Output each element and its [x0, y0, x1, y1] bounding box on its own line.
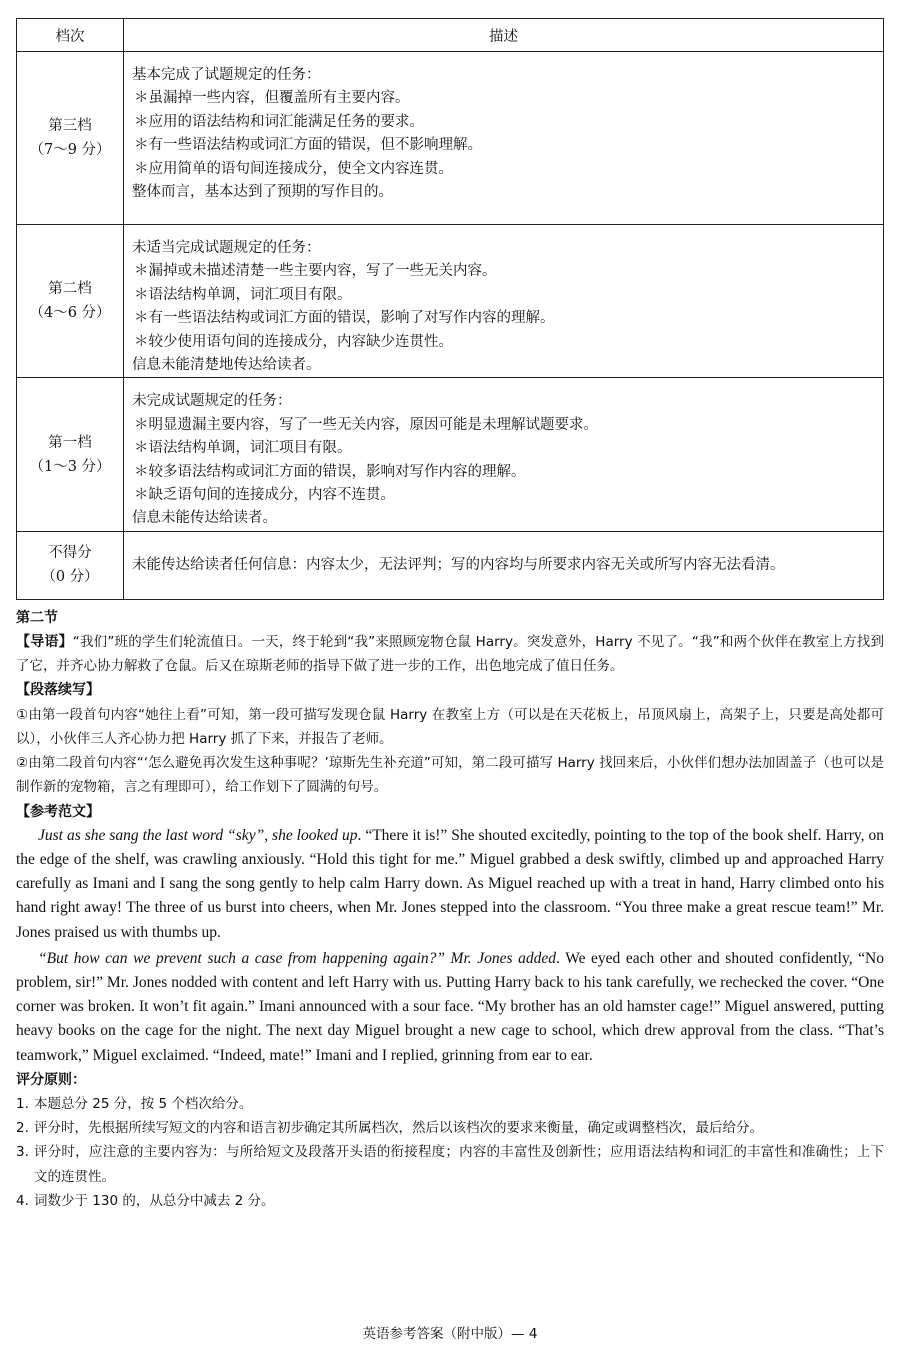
desc-line: ＊有一些语法结构或词汇方面的错误，但不影响理解。 [134, 137, 482, 154]
desc-line: ＊有一些语法结构或词汇方面的错误，影响了对写作内容的理解。 [134, 310, 555, 327]
desc-line: ＊较少使用语句间的连接成分，内容缺少连贯性。 [134, 333, 453, 350]
description-cell [124, 378, 884, 531]
description-cell [124, 52, 884, 225]
section-two [16, 606, 884, 1213]
level-range: （7～9 分） [29, 142, 111, 158]
desc-line: ＊虽漏掉一些内容，但覆盖所有主要内容。 [134, 90, 410, 107]
header-level: 档次 [17, 19, 124, 52]
page-content [16, 18, 884, 1213]
rules-label: 评分原则： [16, 1071, 86, 1088]
level-name: 第二档 [48, 281, 92, 298]
level-range: （4～6 分） [29, 305, 111, 322]
continue-item: ②由第二段首句内容“‘怎么避免再次发生这种事呢？’琼斯先生补充道”可知，第二段可描写 Harry 找回来后，小伙伴们想办法加固盖子（也可以是制作新的宠物箱，言之有理即可），给工作划下了圆满的句号。 [16, 755, 884, 796]
rule-number: 2. [16, 1120, 29, 1137]
rule-text: 评分时，先根据所续写短文的内容和语言初步确定其所属档次，然后以该档次的要求来衡量，确定或调整档次，最后给分。 [34, 1120, 763, 1137]
essay-lead: Just as she sang the last word “sky”, she looked up [38, 826, 358, 844]
table-row [17, 225, 884, 378]
guide-text: “我们”班的学生们轮流值日。一天，终于轮到“我”来照顾宠物仓鼠 Harry。突发意外，Harry 不见了。“我”和两个伙伴在教室上方找到了它，并齐心协力解救了仓鼠。后又在琼斯老师的指导下做了进一步的工作，出色地完成了值日任务。 [16, 634, 885, 675]
level-cell [17, 225, 124, 378]
level-range: （0 分） [41, 569, 99, 586]
description-cell [124, 531, 884, 599]
desc-line: 未完成试题规定的任务： [132, 393, 292, 410]
table-row [17, 531, 884, 599]
essay-paragraph [16, 947, 884, 1068]
essay-lead: “But how can we prevent such a case from happening again?” Mr. Jones added [38, 949, 556, 967]
desc-line: 基本完成了试题规定的任务： [132, 67, 321, 83]
desc-line: ＊明显遗漏主要内容，写了一些无关内容，原因可能是未理解试题要求。 [134, 416, 598, 433]
essay-text: . “There it is!” She shouted excitedly, pointing to the top of the book shelf. Harry, on the edge of the shelf, was crawling anxiously. “Hold this tight for me.” Miguel grabbed a desk swiftly, climbed up and approached Harry carefully as Imani and I sang the song gently to help calm Harry down. As Miguel reached up with a treat in hand, Harry climbed onto his hand right away! The three of us burst into cheers, when Mr. Jones stepped into the classroom. “You three make a great rescue team!” Mr. Jones praised us with thumbs up. [16, 826, 884, 941]
rule-text: 词数少于 130 的，从总分中减去 2 分。 [34, 1192, 275, 1209]
rules-list [16, 1092, 884, 1213]
level-cell [17, 378, 124, 531]
page-footer: 英语参考答案（附中版）— 4 [362, 1326, 538, 1342]
desc-line: 整体而言，基本达到了预期的写作目的。 [132, 184, 393, 201]
continue-label: 【段落续写】 [16, 682, 100, 699]
essay-text: . We eyed each other and shouted confidently, “No problem, sir!” Mr. Jones nodded with content and left Harry with us. Putting Harry back to his tank carefully, we rechecked the cover. “One corner was broken. It won’t fit again.” Imani announced with a sour face. “My brother has an old hamster cage!” Miguel answered, putting heavy books on the cage for the night. The next day Miguel brought a new cage to school, which drew approval from the class. “That’s teamwork,” Miguel exclaimed. “Indeed, mate!” Imani and I replied, grinning from ear to ear. [16, 949, 884, 1064]
level-range: （1～3 分） [29, 458, 111, 475]
section-title: 第二节 [16, 609, 58, 626]
rule-number: 4. [16, 1192, 29, 1209]
table-row [17, 378, 884, 531]
desc-line: ＊漏掉或未描述清楚一些主要内容，写了一些无关内容。 [134, 263, 497, 280]
level-cell [17, 52, 124, 225]
list-item [16, 1140, 884, 1188]
desc-line: 信息未能传达给读者。 [132, 510, 277, 527]
table-header-row [17, 19, 884, 52]
desc-line: 未适当完成试题规定的任务： [132, 240, 321, 256]
desc-line: ＊语法结构单调，词汇项目有限。 [134, 286, 352, 303]
desc-line: ＊语法结构单调，词汇项目有限。 [134, 440, 352, 457]
desc-line: ＊缺乏语句间的连接成分，内容不连贯。 [134, 487, 395, 504]
desc-line: ＊应用简单的语句间连接成分，使全文内容连贯。 [134, 160, 453, 177]
continue-item: ①由第一段首句内容“她往上看”可知，第一段可描写发现仓鼠 Harry 在教室上方（可以是在天花板上，吊顶风扇上，高架子上，只要是高处都可以），小伙伴三人齐心协力把 Harry 抓了下来，并报告了老师。 [16, 706, 884, 747]
level-name: 第一档 [48, 434, 92, 451]
sample-essay [16, 824, 884, 1068]
list-item [16, 1189, 884, 1213]
table-row [17, 52, 884, 225]
rule-text: 评分时，应注意的主要内容为：与所给短文及段落开头语的衔接程度；内容的丰富性及创新性；应用语法结构和词汇的丰富性和准确性；上下文的连贯性。 [34, 1144, 884, 1185]
grading-table [16, 18, 884, 600]
desc-line: ＊应用的语法结构和词汇能满足任务的要求。 [134, 113, 424, 130]
desc-line: 未能传达给读者任何信息：内容太少，无法评判；写的内容均与所要求内容无关或所写内容无法看清。 [132, 556, 785, 573]
rule-text: 本题总分 25 分，按 5 个档次给分。 [34, 1095, 253, 1112]
desc-line: 信息未能清楚地传达给读者。 [132, 357, 321, 374]
list-item [16, 1092, 884, 1116]
essay-paragraph [16, 824, 884, 945]
desc-line: ＊较多语法结构或词汇方面的错误，影响对写作内容的理解。 [134, 463, 526, 480]
guide-label: 【导语】 [16, 634, 73, 651]
guide-paragraph [16, 630, 884, 678]
rule-number: 3. [16, 1144, 29, 1161]
level-name: 第三档 [48, 118, 92, 134]
level-name: 不得分 [48, 545, 92, 562]
sample-label: 【参考范文】 [16, 803, 100, 820]
rule-number: 1. [16, 1095, 29, 1112]
list-item [16, 1116, 884, 1140]
level-cell [17, 531, 124, 599]
description-cell [124, 225, 884, 378]
header-description: 描述 [124, 19, 884, 52]
